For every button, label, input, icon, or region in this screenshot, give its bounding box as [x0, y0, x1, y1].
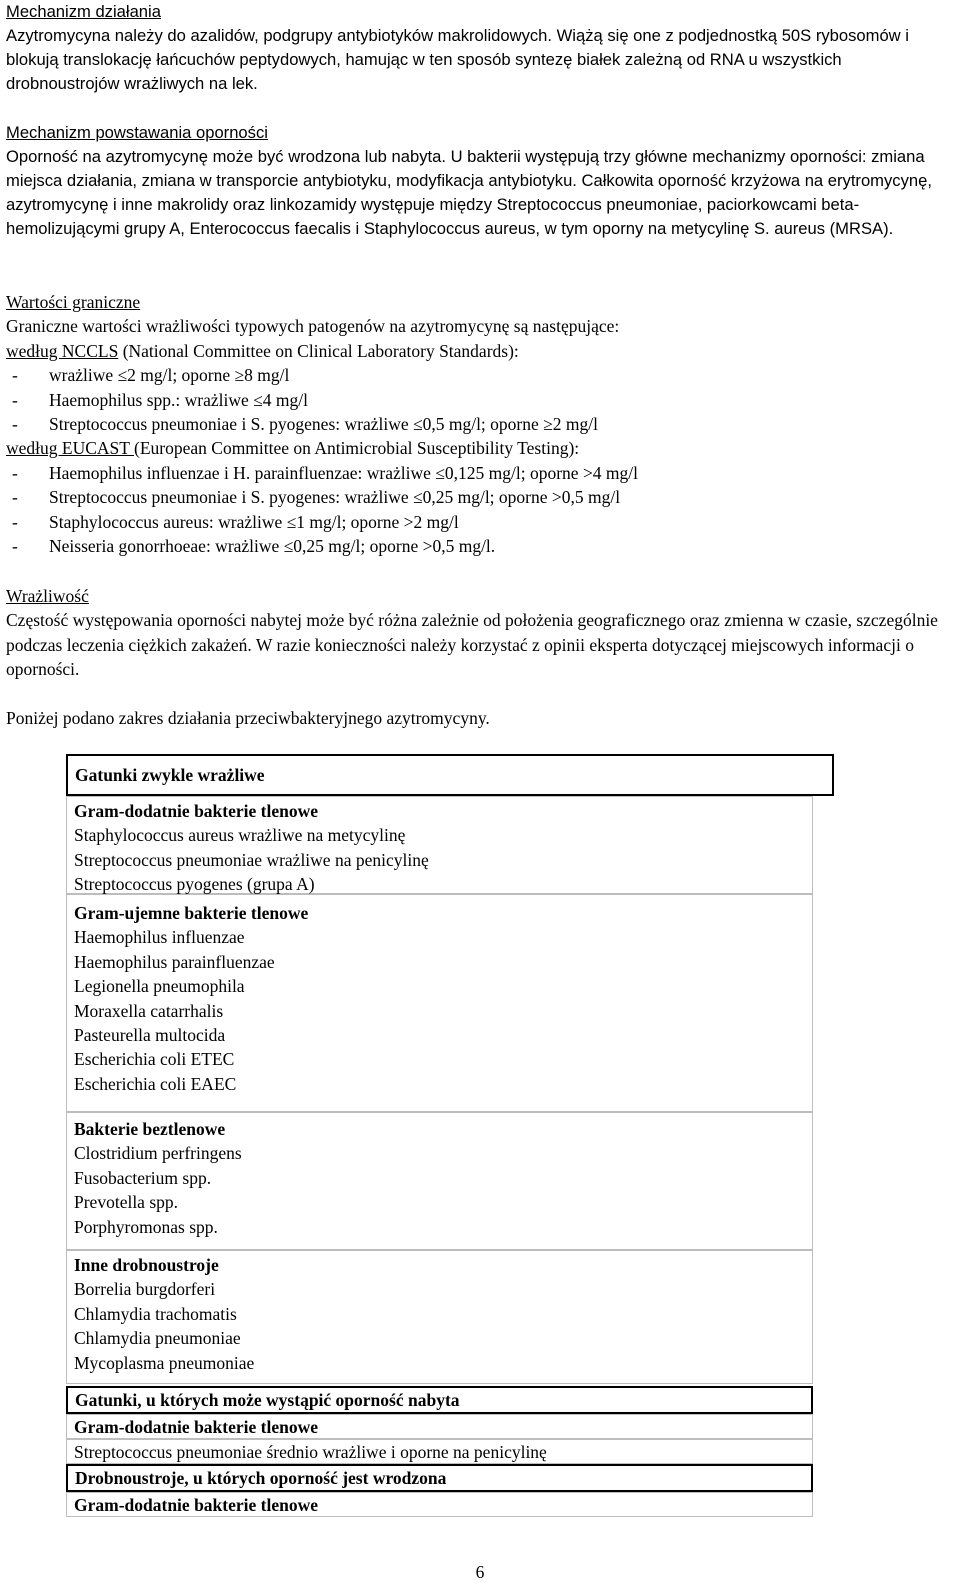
table-row: Mycoplasma pneumoniae — [74, 1352, 255, 1373]
list-item: - wrażliwe ≤2 mg/l; oporne ≥8 mg/l — [6, 363, 950, 387]
page-number: 6 — [475, 1562, 485, 1582]
susceptibility-below: Poniżej podano zakres działania przeciwbakteryjnego azytromycyny. — [6, 707, 490, 728]
table-row: Porphyromonas spp. — [74, 1216, 218, 1237]
table-header-usually-susceptible: Gatunki zwykle wrażliwe — [66, 754, 834, 796]
table-row: Streptococcus pneumoniae średnio wrażliwe i oporne na penicylinę — [66, 1439, 813, 1464]
group-title: Gram-ujemne bakterie tlenowe — [74, 903, 309, 923]
table-row: Pasteurella multocida — [74, 1025, 226, 1046]
table-row: Streptococcus pyogenes (grupa A) — [74, 874, 315, 895]
table-row: Borrelia burgdorferi — [74, 1279, 216, 1300]
mechanism-text: Azytromycyna należy do azalidów, podgrupy antybiotyków makrolidowych. Wiążą się one z podjednostką 50S rybosomów i blokują translokację łańcuchów peptydowych, hamując w ten sposób syntezę białek zależną od RNA u wszystkich drobnoustrojów wrażliwych na lek. — [6, 26, 909, 93]
list-item: - Neisseria gonorrhoeae: wrażliwe ≤0,25 mg/l; oporne >0,5 mg/l. — [6, 534, 950, 558]
table-row: Chlamydia pneumoniae — [74, 1328, 241, 1349]
breakpoints-intro: Graniczne wartości wrażliwości typowych patogenów na azytromycynę są następujące: — [6, 316, 620, 337]
table-group-other — [66, 1250, 813, 1384]
resistance-section — [6, 121, 950, 241]
nccls-rest: (National Committee on Clinical Laboratory Standards): — [118, 340, 519, 361]
table-row: Haemophilus parainfluenzae — [74, 951, 275, 972]
group-title: Inne drobnoustroje — [74, 1255, 219, 1275]
resistance-text: Oporność na azytromycynę może być wrodzona lub nabyta. U bakterii występują trzy główne mechanizmy oporności: zmiana miejsca działania, zmiana w transporcie antybiotyku, modyfikacja antybiotyku. Całkowita oporność krzyżowa na erytromycynę, azytromycynę i inne makrolidy oraz linkozamidy występuje między Streptococcus pneumoniae, paciorkowcami beta-hemolizującymi grupy A, Enterococcus faecalis i Staphylococcus aureus, w tym oporny na metycylinę S. aureus (MRSA). — [6, 147, 932, 238]
list-item: - Staphylococcus aureus: wrażliwe ≤1 mg/l; oporne >2 mg/l — [6, 510, 950, 534]
table-row: Escherichia coli EAEC — [74, 1073, 237, 1094]
eucast-list — [6, 461, 950, 559]
table-header-acquired-resistance: Gatunki, u których może wystąpić oporność nabyta — [66, 1386, 813, 1414]
susceptibility-text: Częstość występowania oporności nabytej może być różna zależnie od położenia geograficznego oraz zmienna w czasie, szczególnie podczas leczenia ciężkich zakażeń. W razie konieczności należy korzystać z opinii eksperta dotyczącej miejscowych informacji o oporności. — [6, 610, 938, 680]
nccls-label: według NCCLS — [6, 340, 119, 361]
table-header-inherent-resistance: Drobnoustroje, u których oporność jest wrodzona — [66, 1464, 813, 1492]
table-row: Escherichia coli ETEC — [74, 1049, 235, 1070]
group-title: Bakterie beztlenowe — [74, 1119, 226, 1139]
table-row: Haemophilus influenzae — [74, 927, 245, 948]
group-title: Gram-dodatnie bakterie tlenowe — [66, 1492, 813, 1517]
resistance-heading: Mechanizm powstawania oporności — [6, 123, 268, 142]
table-row: Clostridium perfringens — [74, 1143, 242, 1164]
spectrum-table — [66, 754, 813, 1517]
table-group-gram-positive — [66, 796, 813, 894]
table-group-gram-negative — [66, 894, 813, 1112]
table-row: Staphylococcus aureus wrażliwe na metycylinę — [74, 825, 406, 846]
list-item: - Haemophilus spp.: wrażliwe ≤4 mg/l — [6, 388, 950, 412]
eucast-rest: (European Committee on Antimicrobial Susceptibility Testing): — [134, 438, 580, 459]
list-item: - Streptococcus pneumoniae i S. pyogenes: wrażliwe ≤0,5 mg/l; oporne ≥2 mg/l — [6, 412, 950, 436]
mechanism-heading: Mechanizm działania — [6, 2, 161, 21]
eucast-label: według EUCAST — [6, 438, 135, 459]
breakpoints-section — [6, 290, 950, 558]
table-row: Moraxella catarrhalis — [74, 1000, 224, 1021]
list-item: - Streptococcus pneumoniae i S. pyogenes: wrażliwe ≤0,25 mg/l; oporne >0,5 mg/l — [6, 485, 950, 509]
group-title: Gram-dodatnie bakterie tlenowe — [74, 801, 318, 821]
table-row: Fusobacterium spp. — [74, 1167, 212, 1188]
mechanism-section — [6, 0, 950, 96]
eucast-line — [6, 436, 950, 460]
table-group-anaerobic — [66, 1112, 813, 1250]
list-item: - Haemophilus influenzae i H. parainfluenzae: wrażliwe ≤0,125 mg/l; oporne >4 mg/l — [6, 461, 950, 485]
nccls-list — [6, 363, 950, 436]
susceptibility-heading: Wrażliwość — [6, 586, 89, 606]
susceptibility-section — [6, 584, 950, 730]
table-row: Chlamydia trachomatis — [74, 1303, 237, 1324]
table-row: Streptococcus pneumoniae wrażliwe na penicylinę — [74, 849, 429, 870]
nccls-line — [6, 339, 950, 363]
table-row: Prevotella spp. — [74, 1192, 179, 1213]
table-row: Legionella pneumophila — [74, 976, 245, 997]
breakpoints-heading: Wartości graniczne — [6, 292, 141, 312]
group-title: Gram-dodatnie bakterie tlenowe — [66, 1414, 813, 1439]
